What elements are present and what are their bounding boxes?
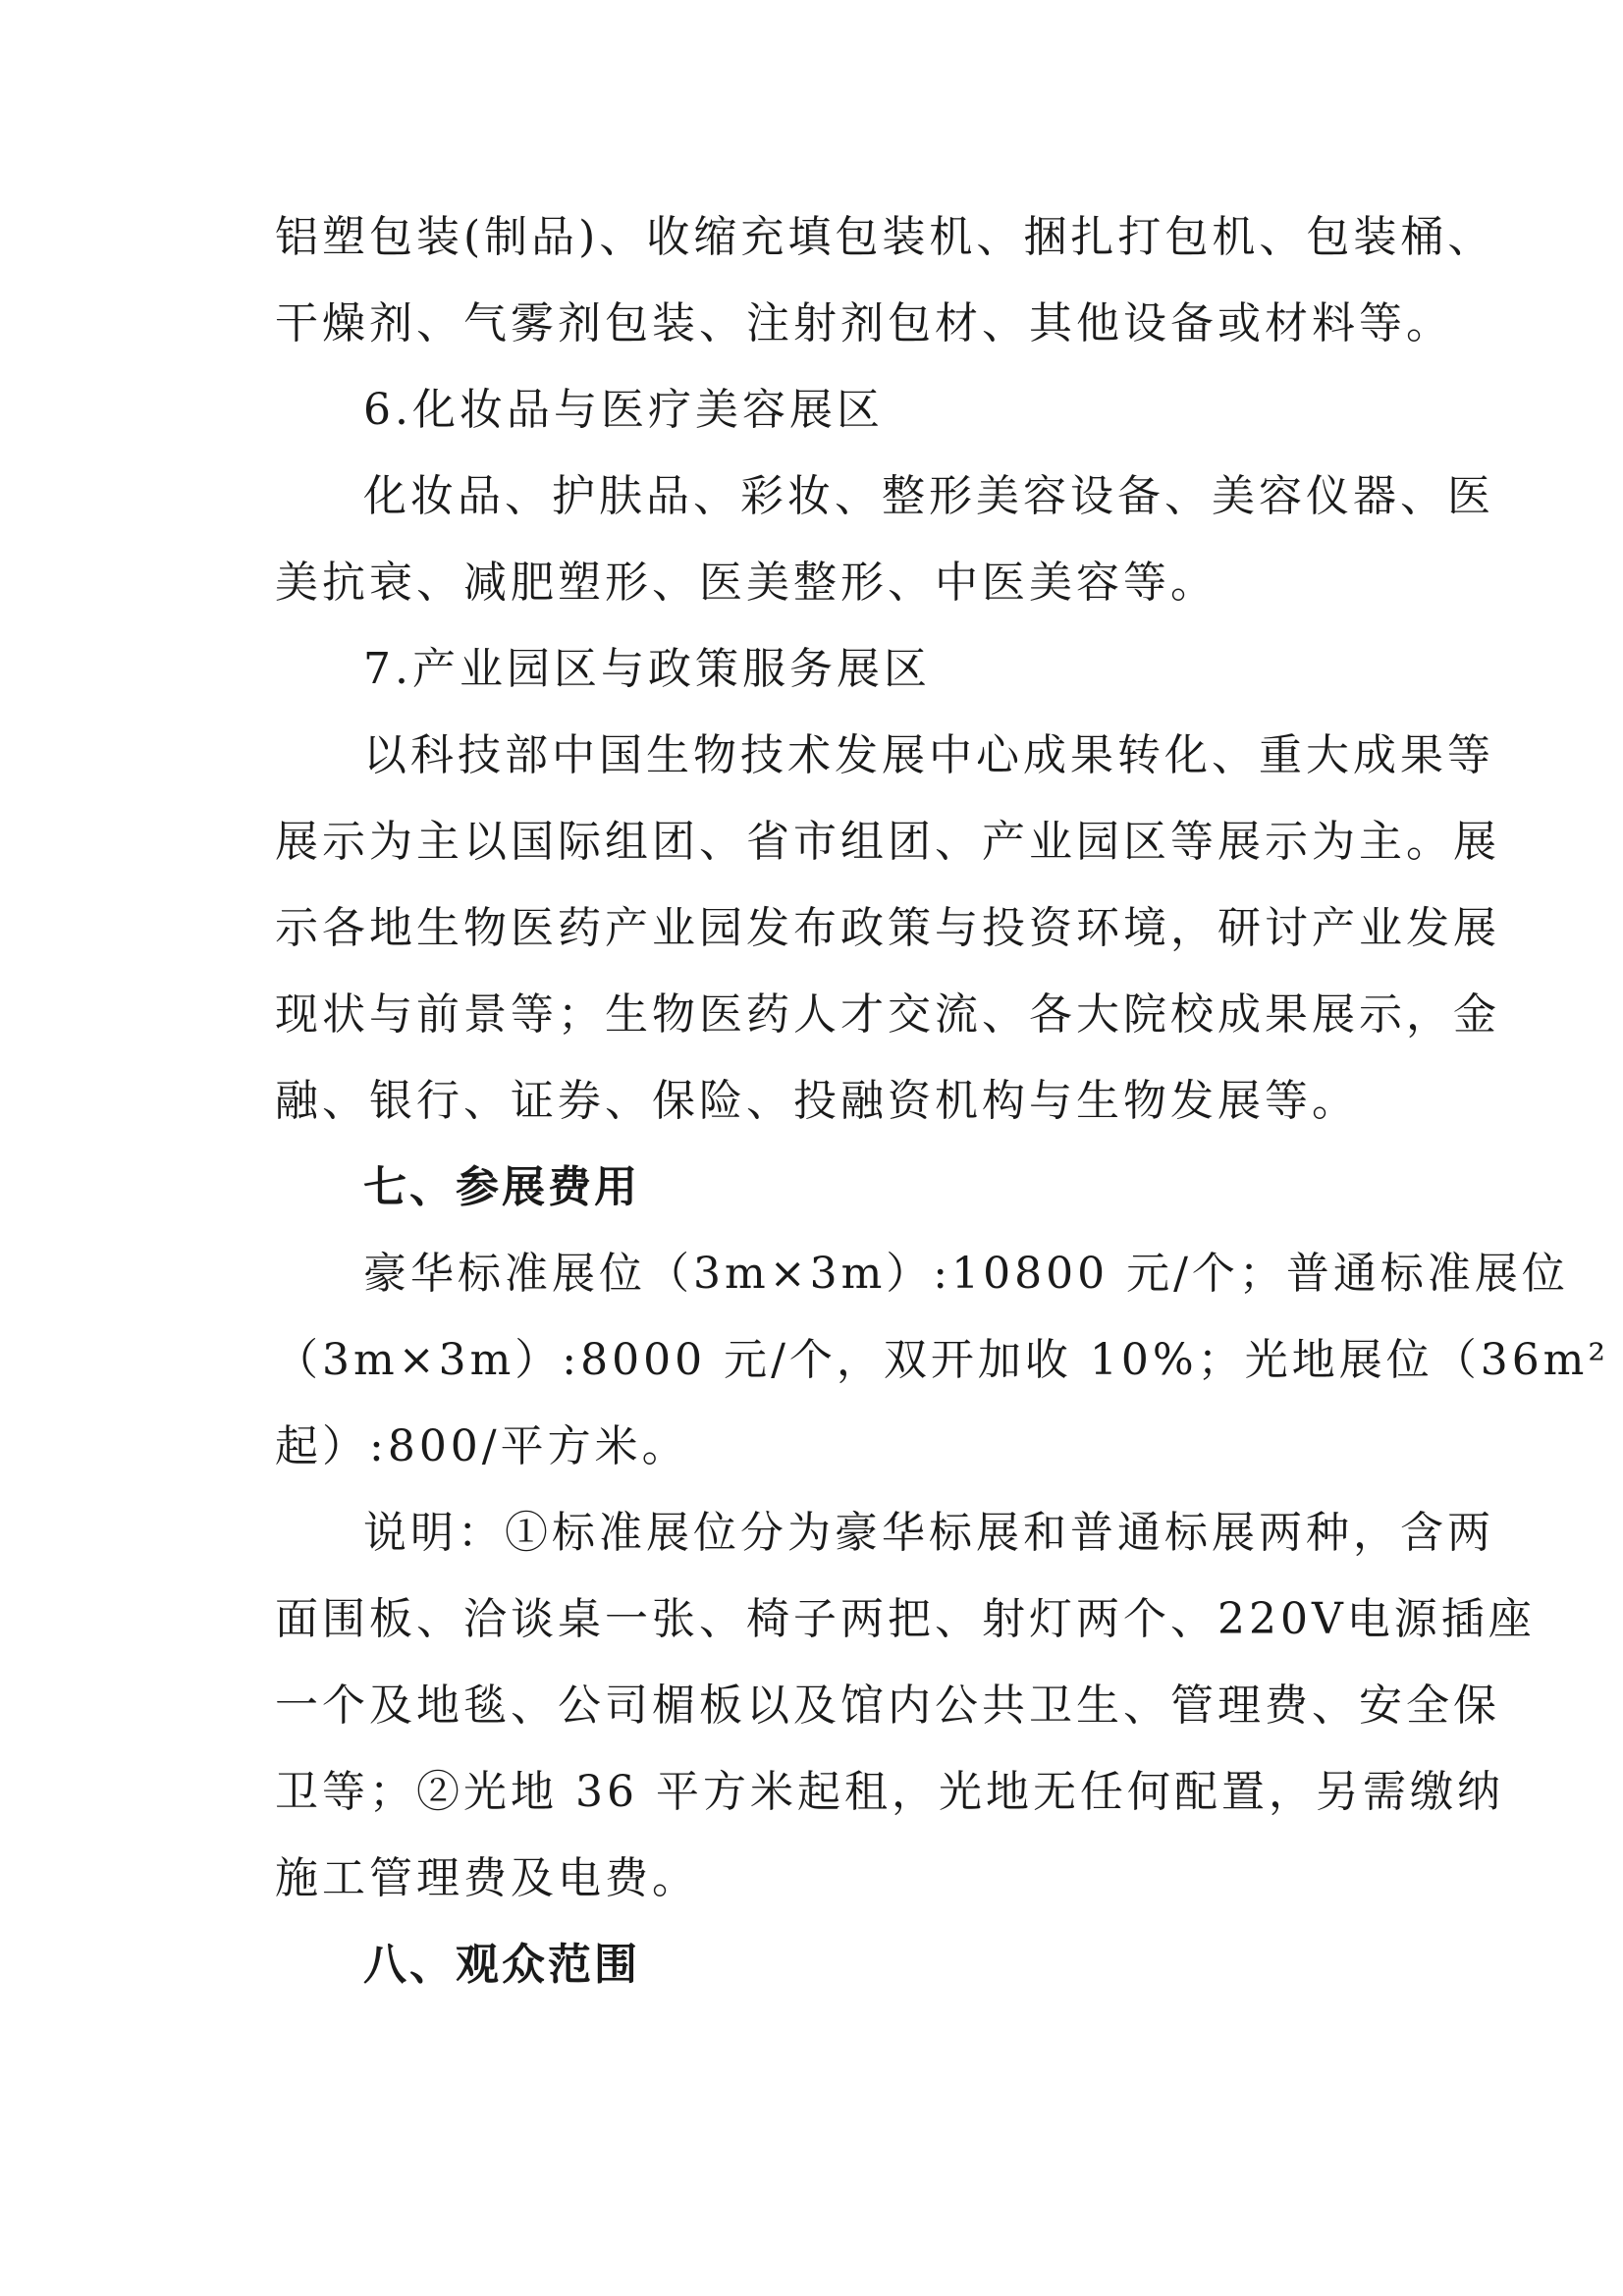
body-text-line: 起）:800/平方米。: [275, 1421, 689, 1471]
body-text-line: 以科技部中国生物技术发展中心成果转化、重大成果等: [363, 730, 1494, 780]
body-text-line: 说明：①标准展位分为豪华标展和普通标展两种，含两: [363, 1508, 1494, 1558]
body-text-line: 施工管理费及电费。: [275, 1853, 699, 1903]
body-text-line: 展示为主以国际组团、省市组团、产业园区等展示为主。展: [275, 817, 1500, 867]
section-heading: 七、参展费用: [363, 1162, 640, 1212]
body-text-line: 干燥剂、气雾剂包装、注射剂包材、其他设备或材料等。: [275, 298, 1453, 348]
body-text-line: 卫等；②光地 36 平方米起租，光地无任何配置，另需缴纳: [275, 1767, 1504, 1817]
body-text-line: 美抗衰、减肥塑形、医美整形、中医美容等。: [275, 558, 1217, 608]
body-text-line: 融、银行、证券、保险、投融资机构与生物发展等。: [275, 1076, 1359, 1126]
body-text-line: 一个及地毯、公司楣板以及馆内公共卫生、管理费、安全保: [275, 1681, 1500, 1731]
subsection-title: 6.化妆品与医疗美容展区: [363, 385, 884, 435]
body-text-line: 示各地生物医药产业园发布政策与投资环境，研讨产业发展: [275, 903, 1500, 953]
body-text-line: 铝塑包装(制品)、收缩充填包装机、捆扎打包机、包装桶、: [275, 212, 1495, 262]
body-text-line: 化妆品、护肤品、彩妆、整形美容设备、美容仪器、医: [363, 471, 1494, 521]
body-text-line: （3m×3m）:8000 元/个，双开加收 10%；光地展位（36m²: [275, 1335, 1610, 1385]
body-text-line: 现状与前景等；生物医药人才交流、各大院校成果展示，金: [275, 989, 1500, 1040]
body-text-line: 豪华标准展位（3m×3m）:10800 元/个；普通标准展位: [363, 1249, 1569, 1299]
subsection-title: 7.产业园区与政策服务展区: [363, 644, 931, 694]
section-heading: 八、观众范围: [363, 1940, 640, 1990]
body-text-line: 面围板、洽谈桌一张、椅子两把、射灯两个、220V电源插座: [275, 1594, 1536, 1644]
